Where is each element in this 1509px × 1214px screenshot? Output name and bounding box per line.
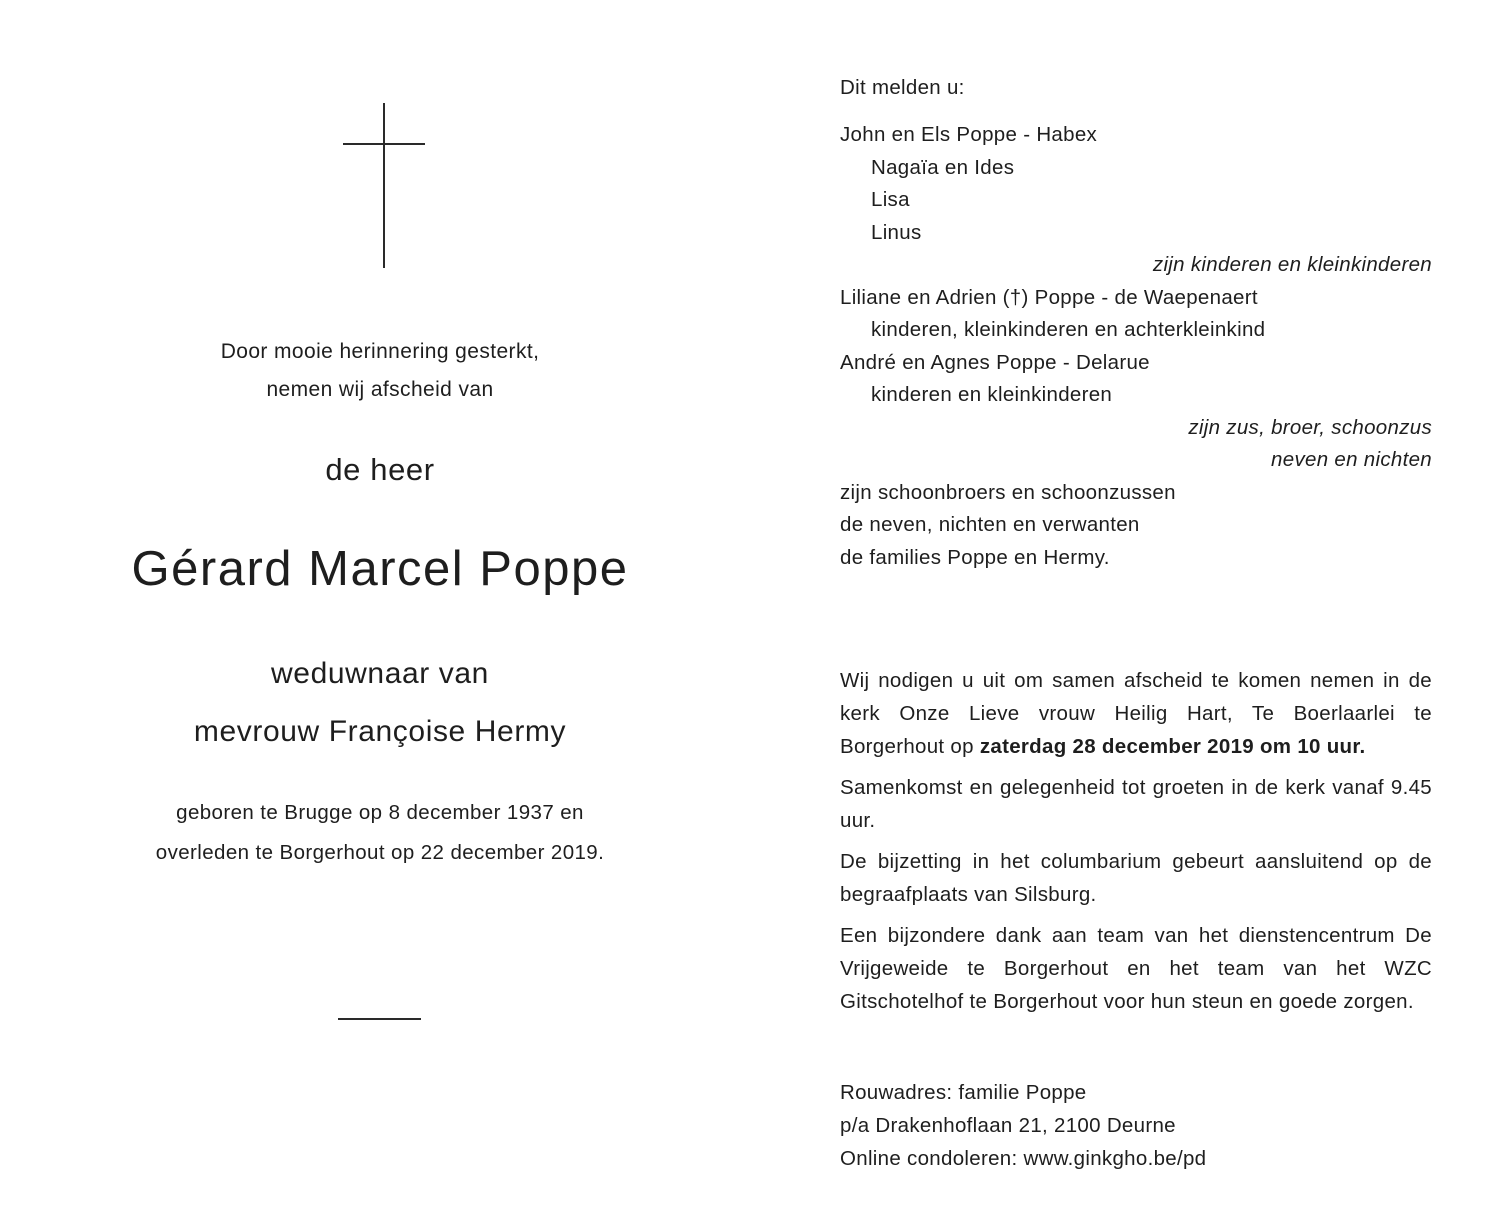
mourning-address: Rouwadres: familie Poppe [840,1081,1087,1104]
death-line: overleden te Borgerhout op 22 december 2019. [155,841,605,864]
family-line: kinderen en kleinkinderen [871,383,1113,406]
divider-line [338,1018,421,1020]
thanks-paragraph: Een bijzondere dank aan team van het dienstencentrum De Vrijgeweide te Borgerhout en het team van het WZC Gitschotelhof te Borgerhout voor hun steun en goede zorgen. [840,924,1432,1013]
family-line: kinderen, kleinkinderen en achterkleinkind [871,318,1266,341]
street-address: p/a Drakenhoflaan 21, 2100 Deurne [840,1114,1176,1137]
invitation-paragraph [840,664,1432,763]
family-line: de families Poppe en Hermy. [840,545,1110,569]
cross-icon [38,0,722,280]
birth-line: geboren te Brugge op 8 december 1937 en [176,801,584,824]
family-list [840,119,1432,574]
cross-horizontal-bar [343,143,425,145]
family-line: de neven, nichten en verwanten [840,513,1140,536]
invitation-text: Wij nodigen u uit om samen afscheid te komen nemen in de kerk Onze Lieve vrouw Heilig Hart, Te Boerlaarlei te Borgerhout op [840,669,1432,758]
family-relation-line: zijn zus, broer, schoonzus [1188,415,1432,439]
family-line: zijn schoonbroers en schoonzussen [840,480,1176,504]
gathering-paragraph: Samenkomst en gelegenheid tot groeten in de kerk vanaf 9.45 uur. [840,776,1432,832]
memorial-column [38,0,722,1214]
cross-vertical-bar [383,103,385,268]
intro-line-1: Door mooie herinnering gesterkt, [220,340,540,363]
deceased-name: Gérard Marcel Poppe [131,542,629,596]
intro-line-2: nemen wij afscheid van [266,378,494,401]
ceremony-details [840,664,1432,1026]
online-condolence: Online condoleren: www.ginkgho.be/pd [840,1147,1207,1170]
salutation: de heer [325,452,435,487]
family-line: Liliane en Adrien (†) Poppe - de Waepenaert [840,285,1258,309]
announcement-heading: Dit melden u: [840,76,965,99]
family-line: Lisa [871,188,910,211]
family-line: André en Agnes Poppe - Delarue [840,350,1150,374]
family-line: Linus [871,220,922,244]
family-relation-line: neven en nichten [1271,448,1432,471]
widower-label: weduwnaar van [271,657,489,690]
family-line: John en Els Poppe - Habex [840,123,1098,146]
announcement-column [840,0,1432,1214]
spouse-name: mevrouw Françoise Hermy [193,715,567,748]
family-line: Nagaïa en Ides [871,155,1015,179]
family-relation-line: zijn kinderen en kleinkinderen [1152,253,1432,276]
contact-block [840,1076,1432,1175]
ceremony-datetime: zaterdag 28 december 2019 om 10 uur. [979,735,1366,758]
interment-paragraph: De bijzetting in het columbarium gebeurt aansluitend op de begraafplaats van Silsburg. [840,850,1432,906]
